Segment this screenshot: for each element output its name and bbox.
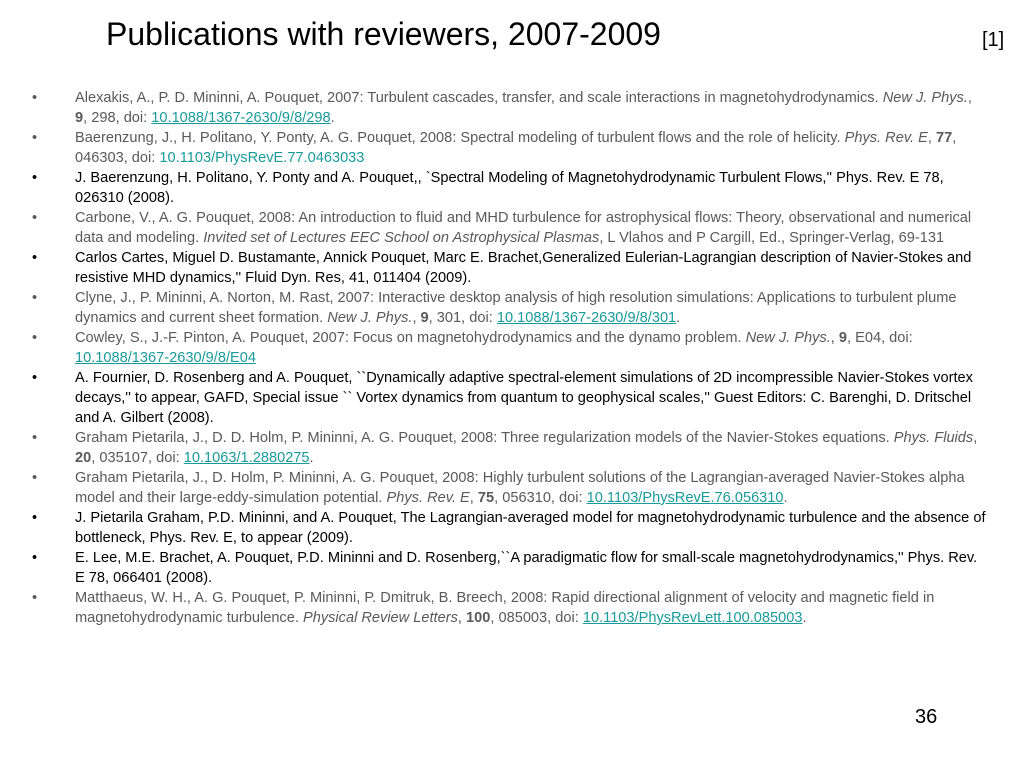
journal-name: New J. Phys. — [882, 90, 968, 106]
volume: 100 — [466, 610, 491, 626]
doi-link[interactable]: 10.1088/1367-2630/9/8/298 — [151, 110, 331, 126]
journal-name: Phys. Rev. E — [844, 130, 928, 146]
bullet-icon: • — [32, 210, 38, 226]
bullet-icon: • — [32, 590, 38, 606]
volume: 75 — [477, 490, 495, 506]
publication-list — [30, 88, 986, 628]
journal-name: Phys. Rev. E — [386, 490, 470, 506]
doi-link[interactable]: 10.1103/PhysRevLett.100.085003 — [582, 610, 803, 626]
publication-item — [30, 508, 986, 548]
volume: 20 — [75, 450, 92, 466]
journal-name: New J. Phys. — [745, 330, 831, 346]
doi-link[interactable]: 10.1088/1367-2630/9/8/301 — [496, 310, 677, 326]
bullet-icon: • — [32, 130, 38, 146]
citation-authors-title: Graham Pietarila, J., D. D. Holm, P. Mininni, A. G. Pouquet, 2008: Three regularization models of the Navier-Stokes equations. — [75, 430, 894, 446]
citation-authors-title: Cowley, S., J.-F. Pinton, A. Pouquet, 2007: Focus on magnetohydrodynamics and the dynamo problem. — [75, 330, 746, 346]
citation-authors-title: Baerenzung, J., H. Politano, Y. Ponty, A. G. Pouquet, 2008: Spectral modeling of turbulent flows and the role of helicity. — [75, 130, 845, 146]
publication-item — [30, 368, 986, 428]
publication-item: • Graham Pietarila, J., D. D. Holm, P. Mininni, A. G. Pouquet, 2008: Three regularization models of the Navier-Stokes equations. Phys. Fluids, 20, 035107, doi: 10.1063/1.2880275. — [32, 430, 978, 466]
publication-item: • Baerenzung, J., H. Politano, Y. Ponty, A. G. Pouquet, 2008: Spectral modeling of turbulent flows and the role of helicity. Phys. Rev. E, 77, 046303, doi: 10.1103/PhysRevE.77.0463033 — [32, 130, 957, 166]
publication-item — [30, 248, 986, 288]
doi-link[interactable]: 10.1088/1367-2630/9/8/E04 — [75, 350, 256, 366]
journal-name: Invited set of Lectures EEC School on Astrophysical Plasmas — [203, 230, 600, 246]
reference-marker: [1] — [982, 29, 1005, 51]
bullet-icon: • — [32, 370, 38, 386]
citation-authors-title: Matthaeus, W. H., A. G. Pouquet, P. Mininni, P. Dmitruk, B. Breech, 2008: Rapid directional alignment of velocity and magnetic field in magnetohydrodynamic turbulence. — [75, 590, 935, 626]
citation-authors-title: Graham Pietarila, J., D. Holm, P. Mininni, A. G. Pouquet, 2008: Highly turbulent solutions of the Lagrangian-averaged Navier-Stokes alpha model and their large-eddy-simulation potential. — [75, 470, 965, 506]
volume: 77 — [935, 130, 953, 146]
citation-text: A. Fournier, D. Rosenberg and A. Pouquet, ``Dynamically adaptive spectral-element simulations of 2D incompressible Navier-Stokes vortex decays,'' to appear, GAFD, Special issue `` Vortex dynamics from quantum to geophysical scales,'' Guest Editors: C. Barenghi, D. Dritschel and A. Gilbert (2008). — [75, 370, 973, 426]
bullet-icon: • — [32, 290, 38, 306]
bullet-icon: • — [32, 170, 38, 186]
bullet-icon: • — [32, 430, 38, 446]
citation-authors-title: Clyne, J., P. Mininni, A. Norton, M. Rast, 2007: Interactive desktop analysis of high resolution simulations: Applications to turbulent plume dynamics and current sheet formation. — [75, 290, 957, 326]
page-number: 36 — [915, 706, 938, 728]
citation-authors-title: Alexakis, A., P. D. Mininni, A. Pouquet, 2007: Turbulent cascades, transfer, and scale interactions in magnetohydrodynamics. — [75, 90, 883, 106]
citation-authors-title: Carbone, V., A. G. Pouquet, 2008: An introduction to fluid and MHD turbulence for astrophysical flows: Theory, observational and numerical data and modeling. — [75, 210, 972, 246]
journal-name: New J. Phys. — [327, 310, 413, 326]
publication-item: • Cowley, S., J.-F. Pinton, A. Pouquet, 2007: Focus on magnetohydrodynamics and the dynamo problem. New J. Phys., 9, E04, doi: 10.1088/1367-2630/9/8/E04 — [32, 330, 913, 366]
bullet-icon: • — [32, 90, 38, 106]
publication-item: • Carbone, V., A. G. Pouquet, 2008: An introduction to fluid and MHD turbulence for astrophysical flows: Theory, observational and numerical data and modeling. Invited set of Lectures EEC School on Astrophysical Plasmas, L Vlahos and P Cargill, Ed., Springer-Verlag, 69-131 — [32, 210, 972, 246]
doi-link[interactable]: 10.1063/1.2880275 — [183, 450, 310, 466]
citation-text: J. Baerenzung, H. Politano, Y. Ponty and A. Pouquet,, `Spectral Modeling of Magnetohydrodynamic Turbulent Flows,'' Phys. Rev. E 78, 026310 (2008). — [75, 170, 944, 206]
publication-item: • Clyne, J., P. Mininni, A. Norton, M. Rast, 2007: Interactive desktop analysis of high resolution simulations: Applications to turbulent plume dynamics and current sheet formation. New J. Phys., 9, 301, doi: 10.1088/1367-2630/9/8/301. — [32, 290, 957, 326]
volume: 9 — [838, 330, 847, 346]
publication-item: • Matthaeus, W. H., A. G. Pouquet, P. Mininni, P. Dmitruk, B. Breech, 2008: Rapid directional alignment of velocity and magnetic field in magnetohydrodynamic turbulence. Physical Review Letters, 100, 085003, doi: 10.1103/PhysRevLett.100.085003. — [32, 590, 935, 626]
bullet-icon: • — [32, 510, 38, 526]
doi-text: 10.1103/PhysRevE.77.0463033 — [159, 150, 365, 166]
bullet-icon: • — [32, 550, 38, 566]
publication-item: • Alexakis, A., P. D. Mininni, A. Pouquet, 2007: Turbulent cascades, transfer, and scale interactions in magnetohydrodynamics. New J. Phys., 9, 298, doi: 10.1088/1367-2630/9/8/298. — [32, 90, 972, 126]
volume: 9 — [420, 310, 429, 326]
citation-text: J. Pietarila Graham, P.D. Mininni, and A. Pouquet, The Lagrangian-averaged model for magnetohydrodynamic turbulence and the absence of bottleneck, Phys. Rev. E, to appear (2009). — [75, 510, 986, 546]
bullet-icon: • — [32, 330, 38, 346]
citation-text: Carlos Cartes, Miguel D. Bustamante, Annick Pouquet, Marc E. Brachet,Generalized Eulerian-Lagrangian description of Navier-Stokes and resistive MHD dynamics,'' Fluid Dyn. Res, 41, 011404 (2009). — [75, 250, 972, 286]
journal-name: Physical Review Letters — [302, 610, 458, 626]
bullet-icon: • — [32, 470, 38, 486]
citation-text: E. Lee, M.E. Brachet, A. Pouquet, P.D. Mininni and D. Rosenberg,``A paradigmatic flow for small-scale magnetohydrodynamics,'' Phys. Rev. E 78, 066401 (2008). — [75, 550, 978, 586]
bullet-icon: • — [32, 250, 38, 266]
publication-item — [30, 168, 986, 208]
publication-item: • Graham Pietarila, J., D. Holm, P. Mininni, A. G. Pouquet, 2008: Highly turbulent solutions of the Lagrangian-averaged Navier-Stokes alpha model and their large-eddy-simulation potential. Phys. Rev. E, 75, 056310, doi: 10.1103/PhysRevE.76.056310. — [32, 470, 965, 506]
publication-item — [30, 548, 986, 588]
volume: 9 — [75, 110, 84, 126]
doi-link[interactable]: 10.1103/PhysRevE.76.056310 — [586, 490, 784, 506]
journal-name: Phys. Fluids — [893, 430, 974, 446]
slide-title: Publications with reviewers, 2007-2009 — [106, 16, 661, 52]
